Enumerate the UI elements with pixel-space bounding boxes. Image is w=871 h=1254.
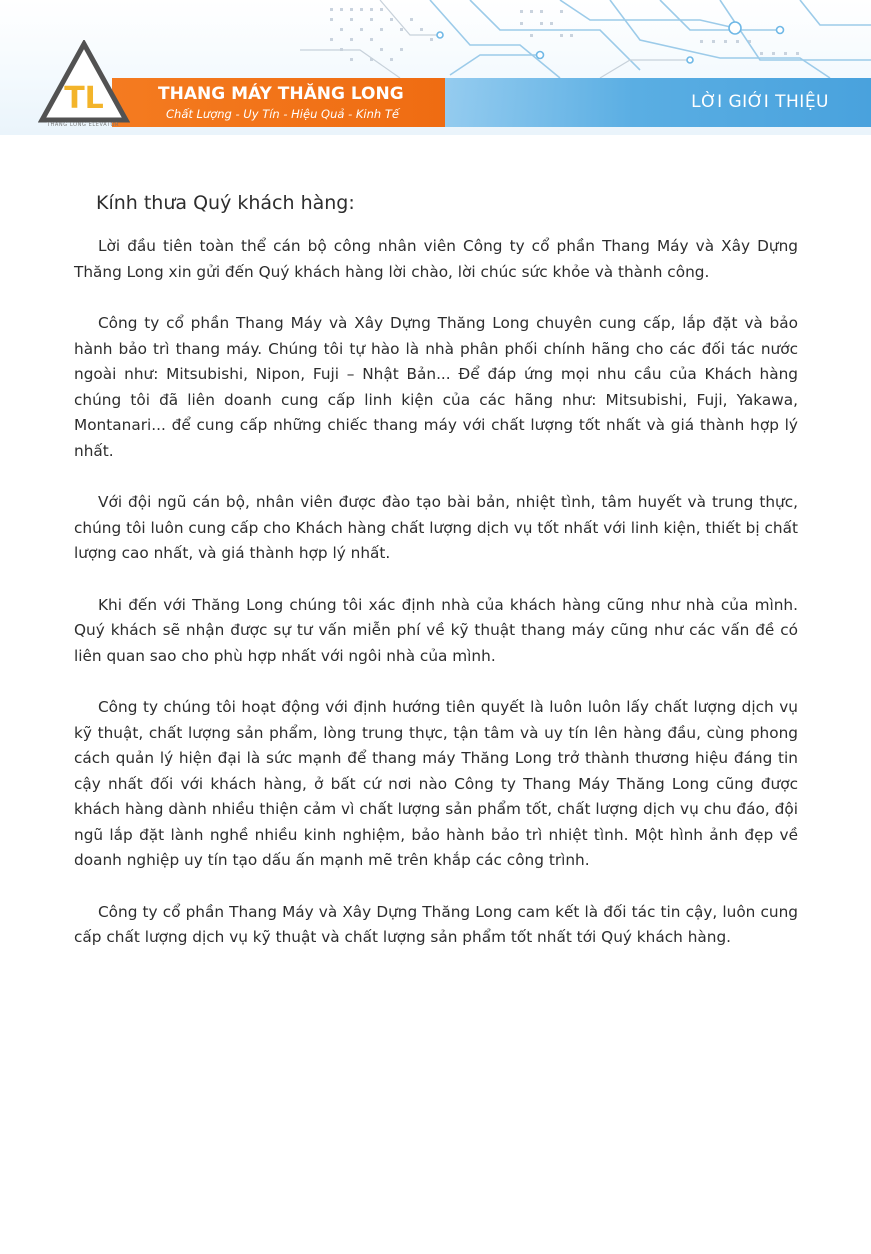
logo-letters: TL — [64, 81, 104, 116]
section-title: LỜI GIỚI THIỆU — [691, 92, 829, 112]
salutation: Kính thưa Quý khách hàng: — [96, 192, 355, 214]
page-header — [0, 0, 871, 135]
paragraph: Công ty chúng tôi hoạt động với định hướng tiên quyết là luôn luôn lấy chất lượng dịch vụ kỹ thuật, chất lượng sản phẩm, lòng trung thực, tận tâm và uy tín lên hàng đầu, cùng phong cách quản lý hiện đại là sức mạnh để thang máy Thăng Long trở thành thương hiệu đáng tin cậy nhất đối với khách hàng, ở bất cứ nơi nào Công ty Thang Máy Thăng Long cũng được khách hàng dành nhiều thiện cảm vì chất lượng sản phẩm tốt, chất lượng dịch vụ chu đáo, đội ngũ lắp đặt lành nghề nhiều kinh nghiệm, bảo hành bảo trì nhiệt tình. Một hình ảnh đẹp về doanh nghiệp uy tín tạo dấu ấn mạnh mẽ trên khắp các công trình. — [74, 698, 798, 869]
brand-slogan: Chất Lượng - Uy Tín - Hiệu Quả - Kinh Tế — [166, 107, 399, 121]
brand-name: THANG MÁY THĂNG LONG — [158, 84, 404, 104]
paragraph: Công ty cổ phần Thang Máy và Xây Dựng Thăng Long chuyên cung cấp, lắp đặt và bảo hành bảo trì thang máy. Chúng tôi tự hào là nhà phân phối chính hãng cho các đối tác nước ngoài như: Mitsubishi, Nipon, Fuji – Nhật Bản... Để đáp ứng mọi nhu cầu của Khách hàng chúng tôi đã liên doanh cung cấp linh kiện của các hãng như: Mitsubishi, Fuji, Yakawa, Montanari... để cung cấp những chiếc thang máy với chất lượng tốt nhất và giá thành hợp lý nhất. — [74, 314, 798, 460]
letter-body — [74, 192, 798, 977]
logo-caption: THANG LONG ELEVATOR — [46, 122, 120, 128]
paragraph: Khi đến với Thăng Long chúng tôi xác định nhà của khách hàng cũng như nhà của mình. Quý khách sẽ nhận được sự tư vấn miễn phí về kỹ thuật thang máy cũng như các vấn đề có liên quan sao cho phù hợp nhất với ngôi nhà của mình. — [74, 595, 798, 665]
paragraph: Lời đầu tiên toàn thể cán bộ công nhân viên Công ty cổ phần Thang Máy và Xây Dựng Thăng Long xin gửi đến Quý khách hàng lời chào, lời chúc sức khỏe và thành công. — [74, 237, 798, 281]
paragraph: Công ty cổ phần Thang Máy và Xây Dựng Thăng Long cam kết là đối tác tin cậy, luôn cung cấp chất lượng dịch vụ kỹ thuật và chất lượng sản phẩm tốt nhất tới Quý khách hàng. — [74, 902, 798, 946]
paragraph: Với đội ngũ cán bộ, nhân viên được đào tạo bài bản, nhiệt tình, tâm huyết và trung thực, chúng tôi luôn cung cấp cho Khách hàng chất lượng dịch vụ tốt nhất với linh kiện, thiết bị chất lượng cao nhất, và giá thành hợp lý nhất. — [74, 493, 798, 562]
company-logo — [38, 40, 130, 124]
